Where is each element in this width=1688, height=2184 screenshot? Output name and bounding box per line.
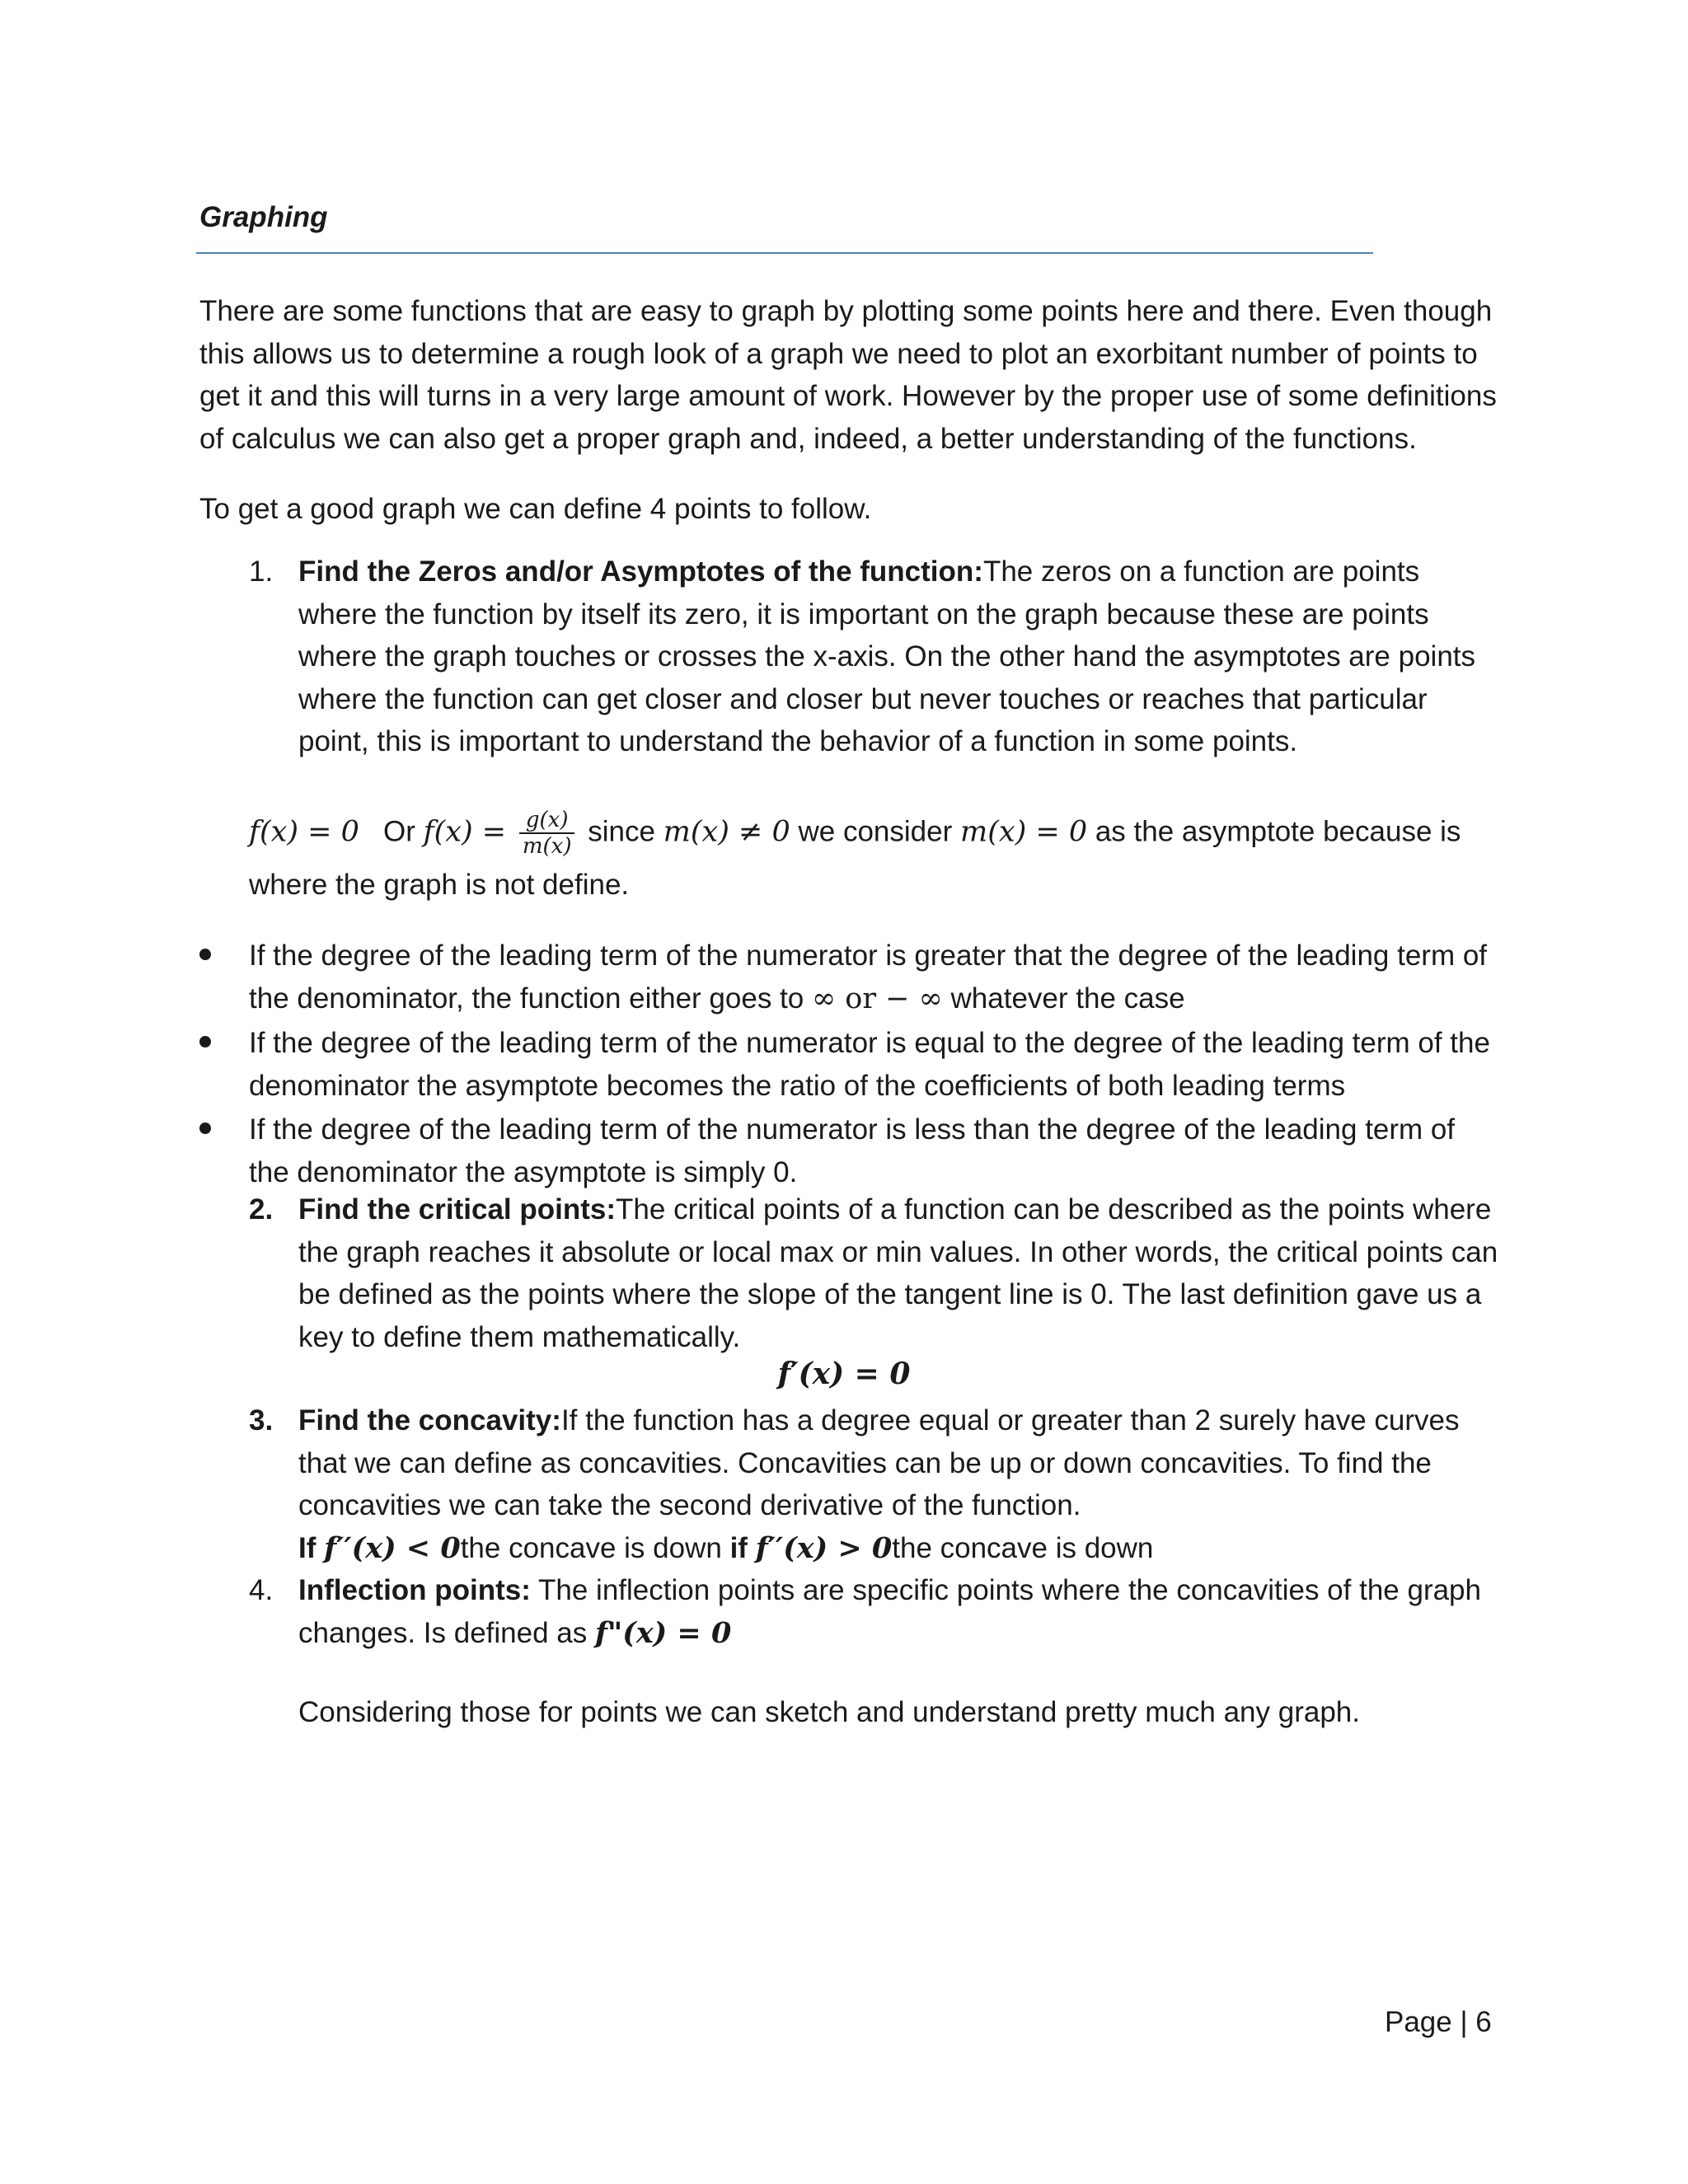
page-number: Page | 6	[1385, 2006, 1492, 2038]
bullet-text: If the degree of the leading term of the numerator is less than the degree of the leading term of the denominator the asymptote is simply 0.	[249, 1113, 1456, 1188]
list-item-body	[298, 1569, 1502, 1654]
inflection-equation: f"(x) = 0	[594, 1615, 732, 1650]
list-item-title: Find the critical points:	[298, 1193, 617, 1226]
list-item-text: The critical points of a function can be described as the points where the graph reaches it absolute or local max or min values. In other words, the critical points can be defined as the points where the slope of the tangent line is 0. The last definition gave us a key to define them mathematically.	[298, 1193, 1498, 1353]
list-item-text: If the function has a degree equal or greater than 2 surely have curves that we can define as concavities. Concavities can be up or down concavities. To find the concavities we can take the second derivative of the function.	[298, 1404, 1460, 1521]
bullet-icon	[199, 949, 211, 960]
bullet-item	[199, 1108, 1502, 1193]
heading-underline	[196, 252, 1373, 254]
list-item-body	[298, 1188, 1502, 1358]
concave-down-condition: f′′(x) < 0	[324, 1530, 461, 1565]
bullet-text-after: whatever the case	[942, 982, 1185, 1015]
if-label: If	[298, 1531, 316, 1564]
intro-paragraph: There are some functions that are easy to graph by plotting some points here and there. Even though this allows us to determine a rough look of a graph we need to plot an exorbitant number of points to get it and this will turns in a very large amount of work. However by the proper use of some definitions of calculus we can also get a proper graph and, indeed, a better understanding of the functions.	[199, 295, 1497, 455]
bullet-item	[199, 935, 1502, 1020]
list-item-body	[298, 551, 1502, 763]
fraction-denominator: m(x)	[522, 834, 572, 859]
lead-sentence: To get a good graph we can define 4 points to follow.	[199, 493, 872, 525]
list-item-inflection-points	[249, 1569, 1502, 1654]
list-item-zeros-asymptotes	[249, 551, 1502, 763]
asymptote-equation: m(x) = 0	[960, 815, 1088, 849]
bullet-item	[199, 1022, 1502, 1107]
list-number: 4.	[249, 1574, 274, 1606]
list-item-concavity	[249, 1399, 1502, 1569]
critical-point-equation: f′(x) = 0	[777, 1357, 911, 1391]
asymptote-rules-list	[199, 935, 1502, 1195]
list-number: 3.	[249, 1404, 274, 1436]
nonzero-condition: m(x) ≠ 0	[663, 815, 790, 849]
list-item-title: Inflection points:	[298, 1574, 531, 1606]
concave-up-condition: f′′(x) > 0	[755, 1530, 893, 1565]
bullet-icon	[199, 1036, 211, 1047]
list-number: 2.	[249, 1193, 274, 1226]
function-lhs: f(x) =	[423, 815, 507, 849]
asymptote-formula	[249, 808, 1461, 859]
closing-sentence: Considering those for points we can sketch and understand pretty much any graph.	[298, 1696, 1360, 1728]
since-text: since	[588, 815, 655, 848]
list-item-text: The zeros on a function are points where the function by itself its zero, it is important on the graph because these are points where the graph touches or crosses the x-axis. On the other hand the asymptotes are points where the function can get closer and closer but never touches or reaches that particular point, this is important to understand the behavior of a function in some points.	[298, 555, 1476, 757]
list-item-text: The inflection points are specific points where the concavities of the graph changes. Is defined as	[298, 1574, 1481, 1649]
formula-tail-text: as the asymptote because is	[1095, 815, 1461, 848]
section-heading: Graphing	[199, 201, 328, 233]
concavity-conditions	[298, 1527, 1502, 1570]
fraction	[519, 808, 575, 859]
bullet-icon	[199, 1122, 211, 1134]
consider-text: we consider	[798, 815, 953, 848]
if-label: if	[729, 1531, 748, 1564]
bullet-text: If the degree of the leading term of the numerator is greater that the degree of the leading term of the denominator, the function either goes to	[249, 940, 1488, 1015]
or-text: Or	[383, 815, 415, 848]
list-number: 1.	[249, 555, 274, 588]
concave-result-2: the concave is down	[892, 1531, 1154, 1564]
list-item-title: Find the Zeros and/or Asymptotes of the function:	[298, 555, 983, 588]
concave-result-1: the concave is down	[460, 1531, 722, 1564]
fraction-numerator: g(x)	[519, 808, 575, 834]
zero-equation: f(x) = 0	[249, 815, 359, 849]
list-item-critical-points	[249, 1188, 1502, 1358]
list-item-title: Find the concavity:	[298, 1404, 561, 1436]
bullet-text: If the degree of the leading term of the numerator is equal to the degree of the leading term of the denominator the asymptote becomes the ratio of the coefficients of both leading terms	[249, 1027, 1490, 1102]
formula-continuation: where the graph is not define.	[249, 869, 630, 901]
bullet-math: ∞ or − ∞	[811, 982, 943, 1015]
list-item-body	[298, 1399, 1502, 1569]
